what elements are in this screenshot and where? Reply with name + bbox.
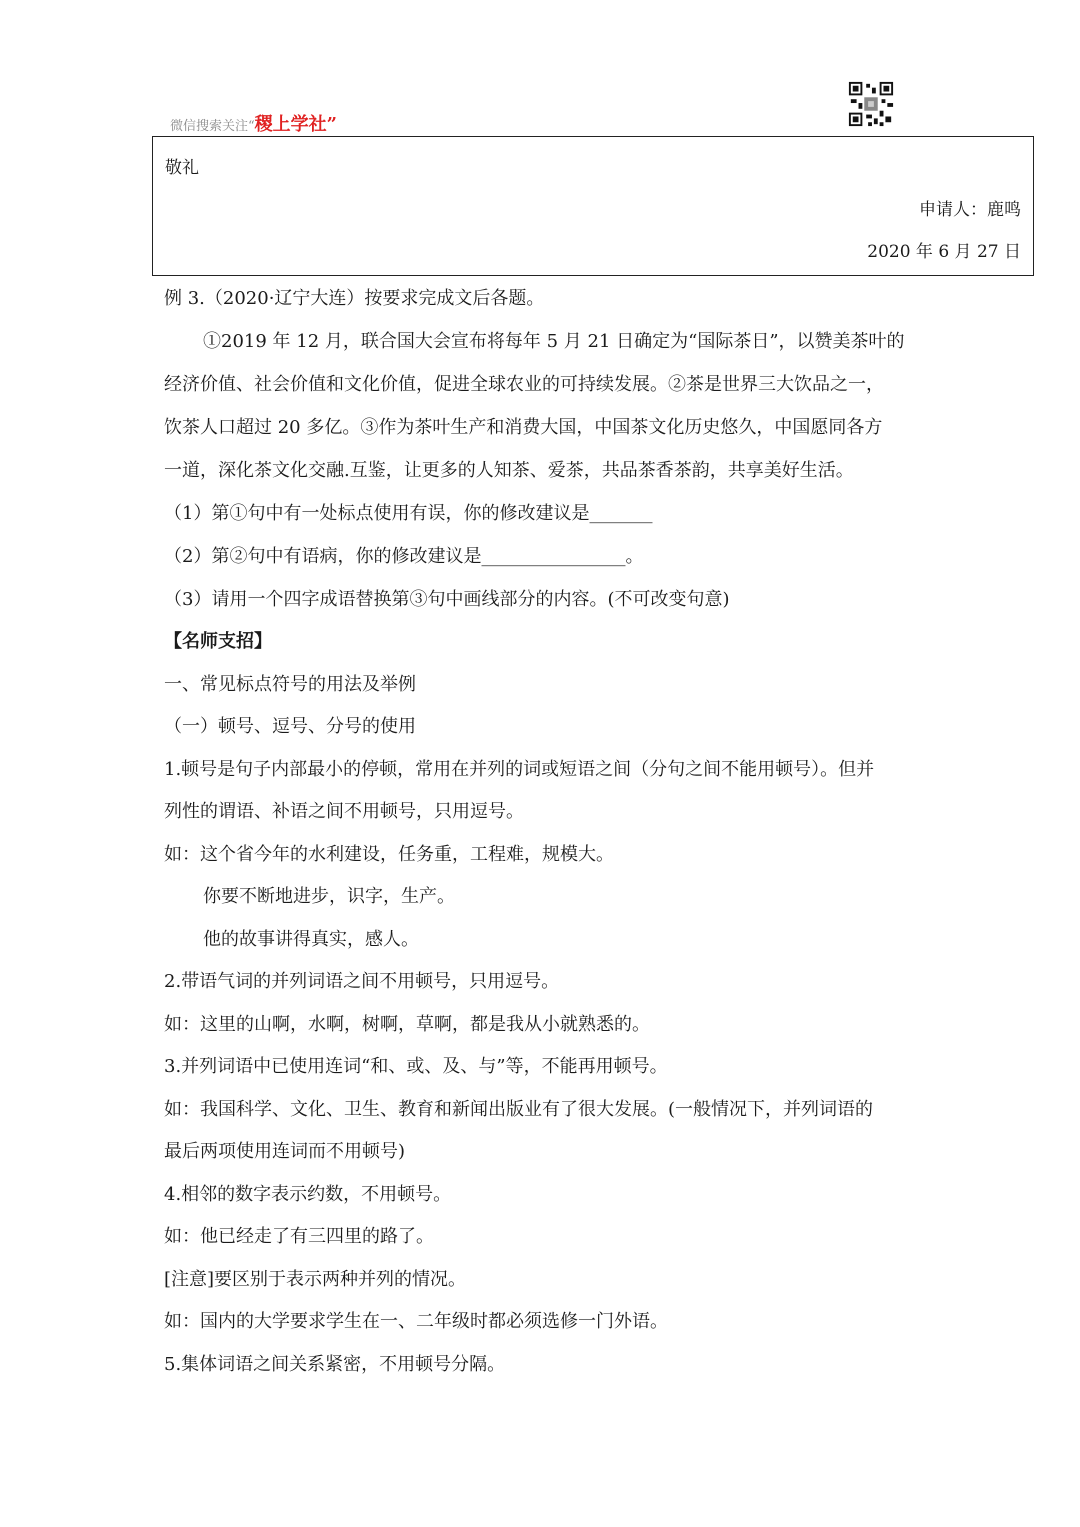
rule-text: 2.带语气词的并列词语之间不用顿号，只用逗号。 [164,971,560,992]
letter-applicant: 申请人：鹿鸣 [919,200,1021,220]
header-brand: 稷上学社 [254,114,327,135]
question-1: （1）第①句中有一处标点使用有误，你的修改建议是_______ [164,503,653,524]
header-prefix: 微信搜索关注“ [170,119,255,134]
rule-text: 5.集体词语之间关系紧密，不用顿号分隔。 [164,1354,506,1375]
subsection-heading: （一）顿号、逗号、分号的使用 [164,716,416,737]
question-3: （3）请用一个四字成语替换第③句中画线部分的内容。(不可改变句意) [164,589,730,610]
passage-line: ①2019 年 12 月，联合国大会宣布将每年 5 月 21 日确定为“国际茶日”，以赞美茶叶的 [203,331,905,352]
page-header [170,110,337,136]
header-suffix: ” [326,114,338,135]
passage-line: 经济价值、社会价值和文化价值，促进全球农业的可持续发展。②茶是世界三大饮品之一， [164,374,884,395]
example-text: 你要不断地进步，识字，生产。 [203,886,455,907]
example-text: 如：国内的大学要求学生在一、二年级时都必须选修一门外语。 [164,1311,668,1332]
example-text: 如：这里的山啊，水啊，树啊，草啊，都是我从小就熟悉的。 [164,1014,650,1035]
passage-line: 饮茶人口超过 20 多亿。③作为茶叶生产和消费大国，中国茶文化历史悠久，中国愿同各方 [164,417,883,438]
letter-date: 2020 年 6 月 27 日 [867,242,1021,262]
rule-text: 1.顿号是句子内部最小的停顿，常用在并列的词或短语之间（分句之间不能用顿号）。但并 [164,759,875,780]
rule-text: 4.相邻的数字表示约数，不用顿号。 [164,1184,452,1205]
example-text: 他的故事讲得真实，感人。 [203,929,419,950]
qr-code-icon [846,80,896,128]
rule-text: 列性的谓语、补语之间不用顿号，只用逗号。 [164,801,524,822]
example-heading: 例 3.（2020·辽宁大连）按要求完成文后各题。 [164,288,545,309]
letter-salutation: 敬礼 [165,158,199,178]
example-text: 如：我国科学、文化、卫生、教育和新闻出版业有了很大发展。(一般情况下，并列词语的 [164,1099,874,1120]
example-text: 如：这个省今年的水利建设，任务重，工程难，规模大。 [164,844,614,865]
example-text: 如：他已经走了有三四里的路了。 [164,1226,434,1247]
subsection-heading: 一、常见标点符号的用法及举例 [164,674,416,695]
rule-text: 3.并列词语中已使用连词“和、或、及、与”等，不能再用顿号。 [164,1056,668,1077]
question-2: （2）第②句中有语病，你的修改建议是________________。 [164,546,644,567]
example-text: 最后两项使用连词而不用顿号) [164,1141,406,1162]
section-heading: 【名师支招】 [164,631,272,652]
passage-line: 一道，深化茶文化交融.互鉴，让更多的人知茶、爱茶，共品茶香茶韵，共享美好生活。 [164,460,854,481]
letter-closing-box [152,136,1034,276]
note-text: [注意]要区别于表示两种并列的情况。 [164,1269,467,1290]
